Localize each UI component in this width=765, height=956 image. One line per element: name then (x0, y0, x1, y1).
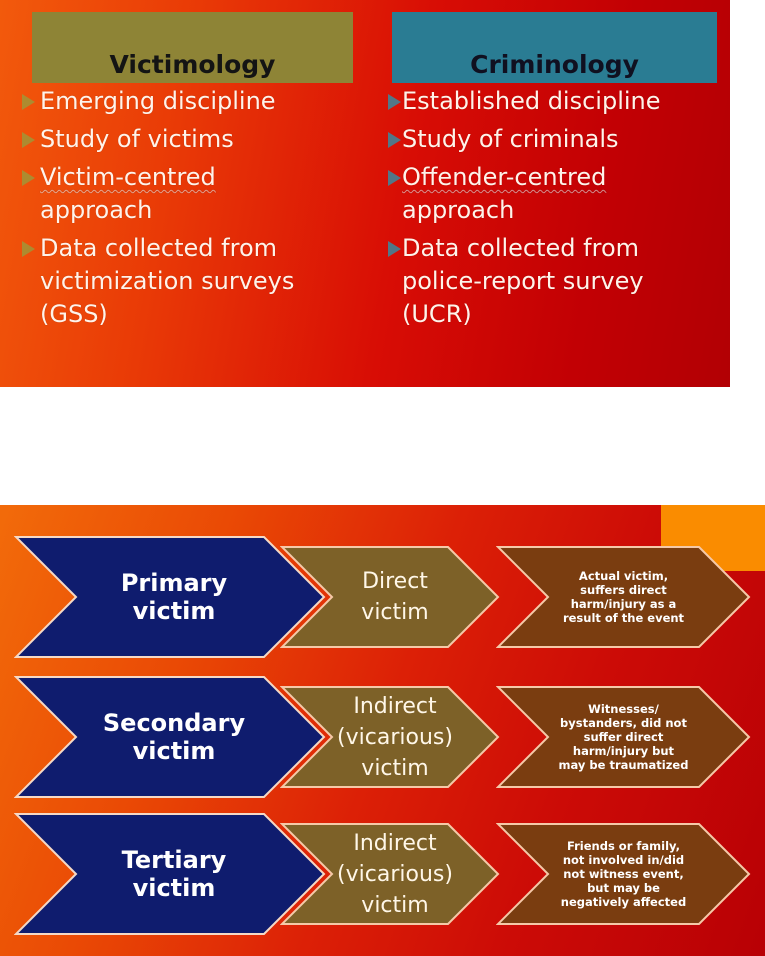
arrow-bullet-icon (22, 170, 35, 186)
victimology-bullet-list (0, 85, 365, 331)
bullet-text: Study of criminals (402, 125, 619, 153)
chevron-description-secondary (496, 685, 751, 789)
victim-type-label: Primary (120, 569, 228, 597)
victim-type-label: Tertiary (121, 846, 227, 874)
arrow-bullet-icon (22, 94, 35, 110)
category-label: (vicarious) (337, 724, 453, 750)
bullet-text: Data collected from (40, 234, 277, 262)
category-label: victim (361, 600, 429, 625)
arrow-bullet-icon (388, 241, 401, 257)
bullet-text: Offender-centred (402, 163, 607, 191)
chevron-direct-victim (280, 545, 500, 649)
bullet-text: approach (402, 196, 515, 224)
bullet-item (390, 123, 730, 156)
victim-type-label: Secondary (102, 709, 246, 737)
description-text: Witnesses/ (588, 702, 659, 716)
bullet-item (0, 232, 365, 331)
victim-type-row-secondary (0, 675, 765, 799)
slide-victimology-vs-criminology (0, 0, 730, 387)
bullet-text: Established discipline (402, 87, 661, 115)
category-label: Indirect (353, 830, 437, 856)
description-text: Friends or family, (567, 839, 680, 853)
arrow-bullet-icon (388, 170, 401, 186)
description-text: suffer direct (583, 730, 664, 744)
chevron-indirect-victim (280, 822, 500, 926)
bullet-text: Data collected from (402, 234, 639, 262)
criminology-bullet-list (390, 85, 730, 331)
description-text: harm/injury but (572, 744, 675, 758)
bullet-item (390, 232, 730, 331)
slide-victim-types (0, 505, 765, 956)
description-text: but may be (587, 881, 660, 895)
description-text: not involved in/did (562, 853, 685, 867)
bullet-item (0, 161, 365, 227)
description-text: not witness event, (563, 867, 684, 881)
bullet-item (0, 85, 365, 118)
chevron-description-tertiary (496, 822, 751, 926)
description-text: result of the event (562, 611, 685, 625)
description-text: harm/injury as a (570, 597, 677, 611)
chevron-description-primary (496, 545, 751, 649)
bullet-item (390, 85, 730, 118)
arrow-bullet-icon (388, 94, 401, 110)
bullet-text: victimization surveys (40, 267, 295, 295)
bullet-item (390, 161, 730, 227)
description-text: Actual victim, (578, 569, 669, 583)
description-text: may be traumatized (558, 758, 689, 772)
category-label: victim (361, 755, 429, 781)
column-criminology (390, 12, 730, 336)
bullet-text: (GSS) (40, 300, 108, 328)
header-victimology: Victimology (32, 12, 353, 83)
victim-type-row-primary (0, 535, 765, 659)
description-text: negatively affected (560, 895, 687, 909)
victim-type-label: victim (132, 737, 216, 765)
bullet-item (0, 123, 365, 156)
column-victimology (0, 12, 365, 336)
description-text: suffers direct (580, 583, 667, 597)
category-label: (vicarious) (337, 861, 453, 887)
bullet-text: (UCR) (402, 300, 472, 328)
victim-type-row-tertiary (0, 812, 765, 936)
bullet-text: approach (40, 196, 153, 224)
category-label: victim (361, 892, 429, 918)
bullet-text: Emerging discipline (40, 87, 276, 115)
bullet-text: police-report survey (402, 267, 644, 295)
bullet-text: Study of victims (40, 125, 234, 153)
arrow-bullet-icon (388, 132, 401, 148)
chevron-indirect-victim (280, 685, 500, 789)
victim-type-label: victim (132, 874, 216, 902)
description-text: bystanders, did not (560, 716, 687, 730)
category-label: Direct (362, 569, 428, 594)
category-label: Indirect (353, 693, 437, 719)
arrow-bullet-icon (22, 241, 35, 257)
header-criminology: Criminology (392, 12, 717, 83)
victim-type-label: victim (132, 597, 216, 625)
arrow-bullet-icon (22, 132, 35, 148)
bullet-text: Victim-centred (40, 163, 216, 191)
